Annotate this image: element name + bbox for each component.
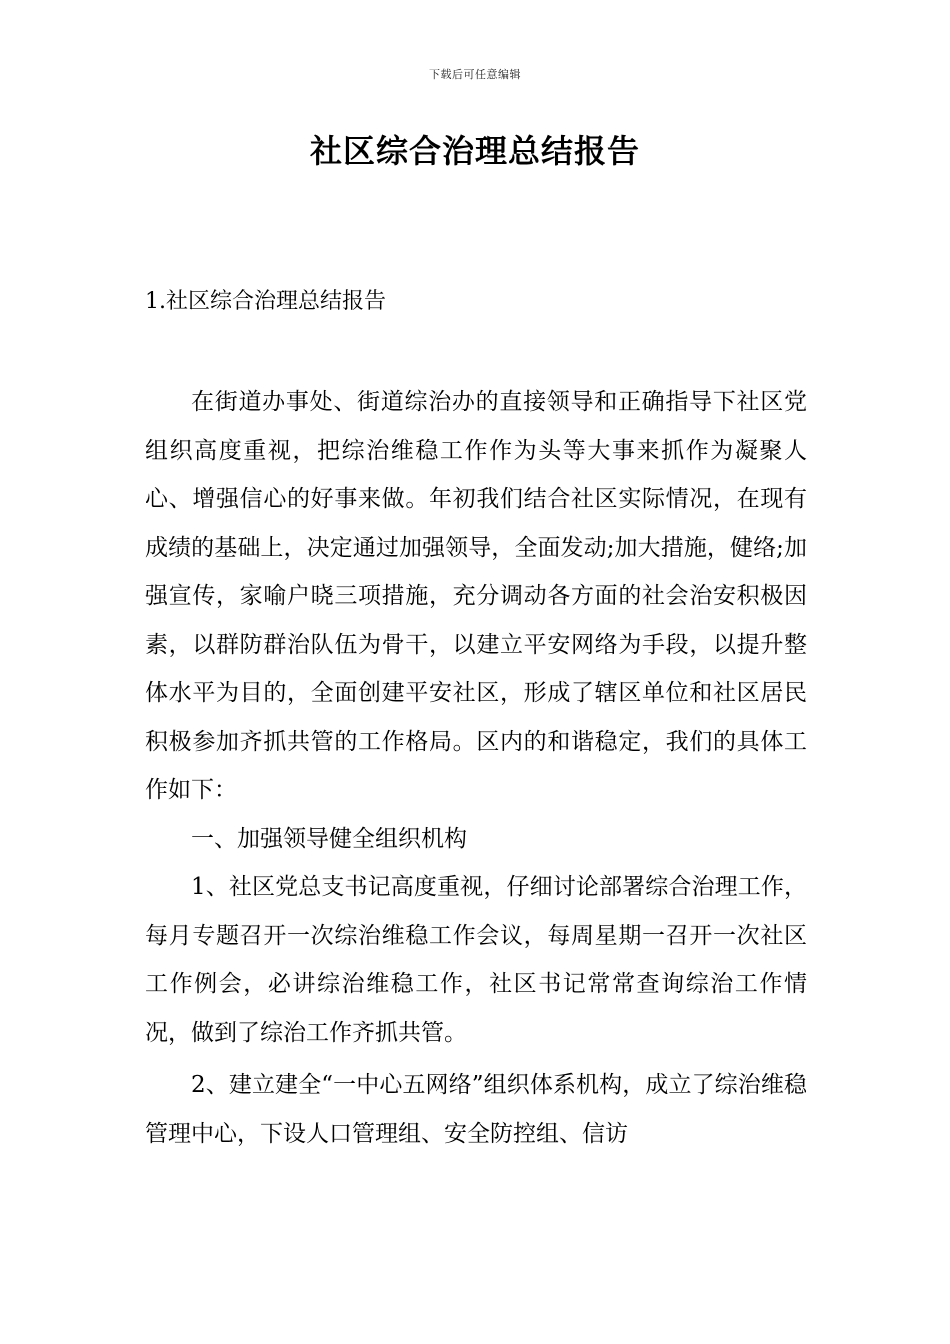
- document-title: 社区综合治理总结报告: [309, 132, 640, 170]
- header-note: 下载后可任意编辑: [429, 68, 521, 81]
- body-paragraph-intro: 在街道办事处、街道综治办的直接领导和正确指导下社区党组织高度重视，把综治维稳工作作为头等大事来抓作为凝聚人心、增强信心的好事来做。年初我们结合社区实际情况，在现有成绩的基础上，决定通过加强领导，全面发动;加大措施，健络;加强宣传，家喻户晓三项措施，充分调动各方面的社会治安积极因素，以群防群治队伍为骨干，以建立平安网络为手段，以提升整体水平为目的，全面创建平安社区，形成了辖区单位和社区居民积极参加齐抓共管的工作格局。区内的和谐稳定，我们的具体工作如下：: [145, 389, 807, 803]
- body-paragraph-item-1: 1、社区党总支书记高度重视，仔细讨论部署综合治理工作，每月专题召开一次综治维稳工作会议，每周星期一召开一次社区工作例会，必讲综治维稳工作，社区书记常常查询综治工作情况，做到了综治工作齐抓共管。: [145, 874, 807, 1046]
- body-paragraph-heading-1: 一、加强领导健全组织机构: [191, 825, 467, 852]
- body-paragraph-item-2: 2、建立建全“一中心五网络”组织体系机构，成立了综治维稳管理中心，下设人口管理组、安全防控组、信访: [145, 1072, 807, 1147]
- section-heading: 1.社区综合治理总结报告: [145, 289, 386, 314]
- document-body: [145, 378, 807, 1158]
